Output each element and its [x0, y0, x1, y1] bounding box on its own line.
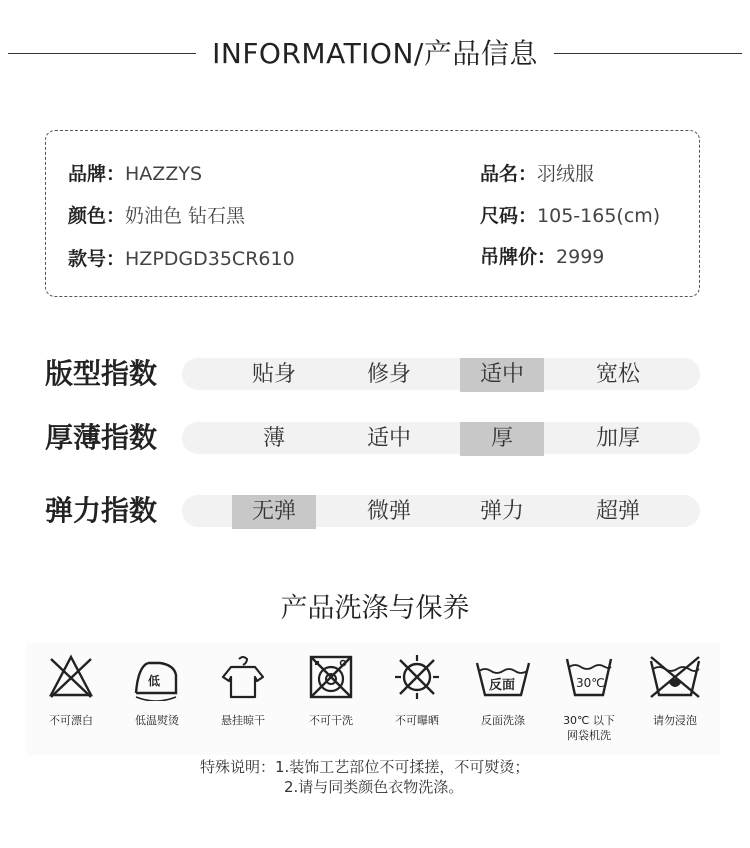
special-note-line: 2.请与同类颜色衣物洗涤。	[284, 778, 464, 796]
thickness-index-label: 厚薄指数	[45, 421, 158, 454]
care-label	[542, 713, 636, 743]
thickness-option: 厚	[460, 422, 544, 456]
elasticity-index-label: 弹力指数	[45, 494, 158, 527]
care-item-low-iron	[114, 643, 200, 755]
care-label: 不可干洗	[309, 714, 353, 727]
fit-index-label: 版型指数	[45, 357, 158, 390]
care-item-no-bleach	[28, 643, 114, 755]
elasticity-option: 无弹	[232, 495, 316, 529]
care-label: 悬挂晾干	[221, 714, 265, 727]
thickness-index-row	[45, 420, 705, 460]
care-label: 不可曝晒	[395, 714, 439, 727]
wash-inside-out-icon	[475, 653, 531, 701]
info-size	[480, 201, 660, 228]
care-item-inside-out	[460, 643, 546, 755]
info-style-no	[68, 244, 295, 271]
fit-option: 适中	[460, 358, 544, 392]
elasticity-option: 微弹	[366, 499, 411, 524]
fit-option: 贴身	[251, 362, 296, 387]
wash-inside-out-icon-text: 反面	[489, 678, 516, 693]
elasticity-index-row	[45, 493, 705, 533]
fit-option: 宽松	[595, 362, 640, 387]
info-brand	[68, 159, 202, 186]
low-iron-icon-text: 低	[148, 674, 161, 688]
info-size-key: 尺码：	[480, 205, 538, 227]
machine-wash-30-icon	[563, 653, 615, 701]
low-iron-icon	[130, 653, 182, 701]
care-title: 产品洗涤与保养	[280, 593, 470, 624]
special-note-line: 特殊说明：1.装饰工艺部位不可揉搓，不可熨烫；	[200, 758, 530, 776]
care-symbols-strip	[26, 643, 720, 755]
elasticity-option: 超弹	[595, 499, 640, 524]
info-style-no-value: HZPDGD35CR610	[125, 248, 295, 270]
header-rule-left	[8, 53, 196, 54]
care-label-line: 网袋机洗	[567, 729, 611, 742]
care-label: 不可漂白	[49, 714, 93, 727]
care-label: 低温熨烫	[135, 714, 179, 727]
thickness-option: 加厚	[595, 426, 640, 451]
info-brand-value: HAZZYS	[125, 163, 202, 185]
thickness-option: 适中	[366, 426, 411, 451]
no-soak-icon	[649, 653, 701, 701]
info-name	[480, 159, 594, 186]
no-sun-dry-icon	[393, 653, 441, 701]
section-header	[0, 30, 750, 76]
fit-option: 修身	[366, 362, 411, 387]
care-label-line: 30℃ 以下	[563, 714, 615, 727]
machine-wash-30-icon-text: 30℃	[576, 676, 605, 690]
info-color	[68, 201, 245, 228]
header-rule-right	[554, 53, 742, 54]
care-item-no-tumble	[288, 643, 374, 755]
care-item-no-soak	[632, 643, 718, 755]
hang-dry-icon	[219, 653, 267, 701]
special-notes	[200, 757, 529, 797]
info-price-key: 吊牌价：	[480, 246, 557, 268]
no-bleach-icon	[47, 653, 95, 701]
care-item-hang-dry	[200, 643, 286, 755]
fit-index-row	[45, 356, 705, 396]
info-color-value: 奶油色 钻石黑	[125, 205, 246, 227]
info-name-key: 品名：	[480, 163, 538, 185]
info-brand-key: 品牌：	[68, 163, 126, 185]
elasticity-option: 弹力	[479, 499, 524, 524]
info-style-no-key: 款号：	[68, 248, 126, 270]
info-price	[480, 242, 604, 269]
care-label: 反面洗涤	[481, 714, 525, 727]
care-item-machine-wash	[546, 643, 632, 755]
info-price-value: 2999	[556, 246, 605, 268]
section-title: INFORMATION/产品信息	[212, 37, 538, 70]
info-size-value: 105-165(cm)	[537, 205, 661, 227]
info-color-key: 颜色：	[68, 205, 126, 227]
care-item-no-sun	[374, 643, 460, 755]
care-label: 请勿浸泡	[653, 714, 697, 727]
info-name-value: 羽绒服	[537, 163, 595, 185]
product-info-box	[45, 130, 700, 297]
no-tumble-dry-icon	[307, 653, 355, 701]
thickness-option: 薄	[262, 426, 285, 451]
